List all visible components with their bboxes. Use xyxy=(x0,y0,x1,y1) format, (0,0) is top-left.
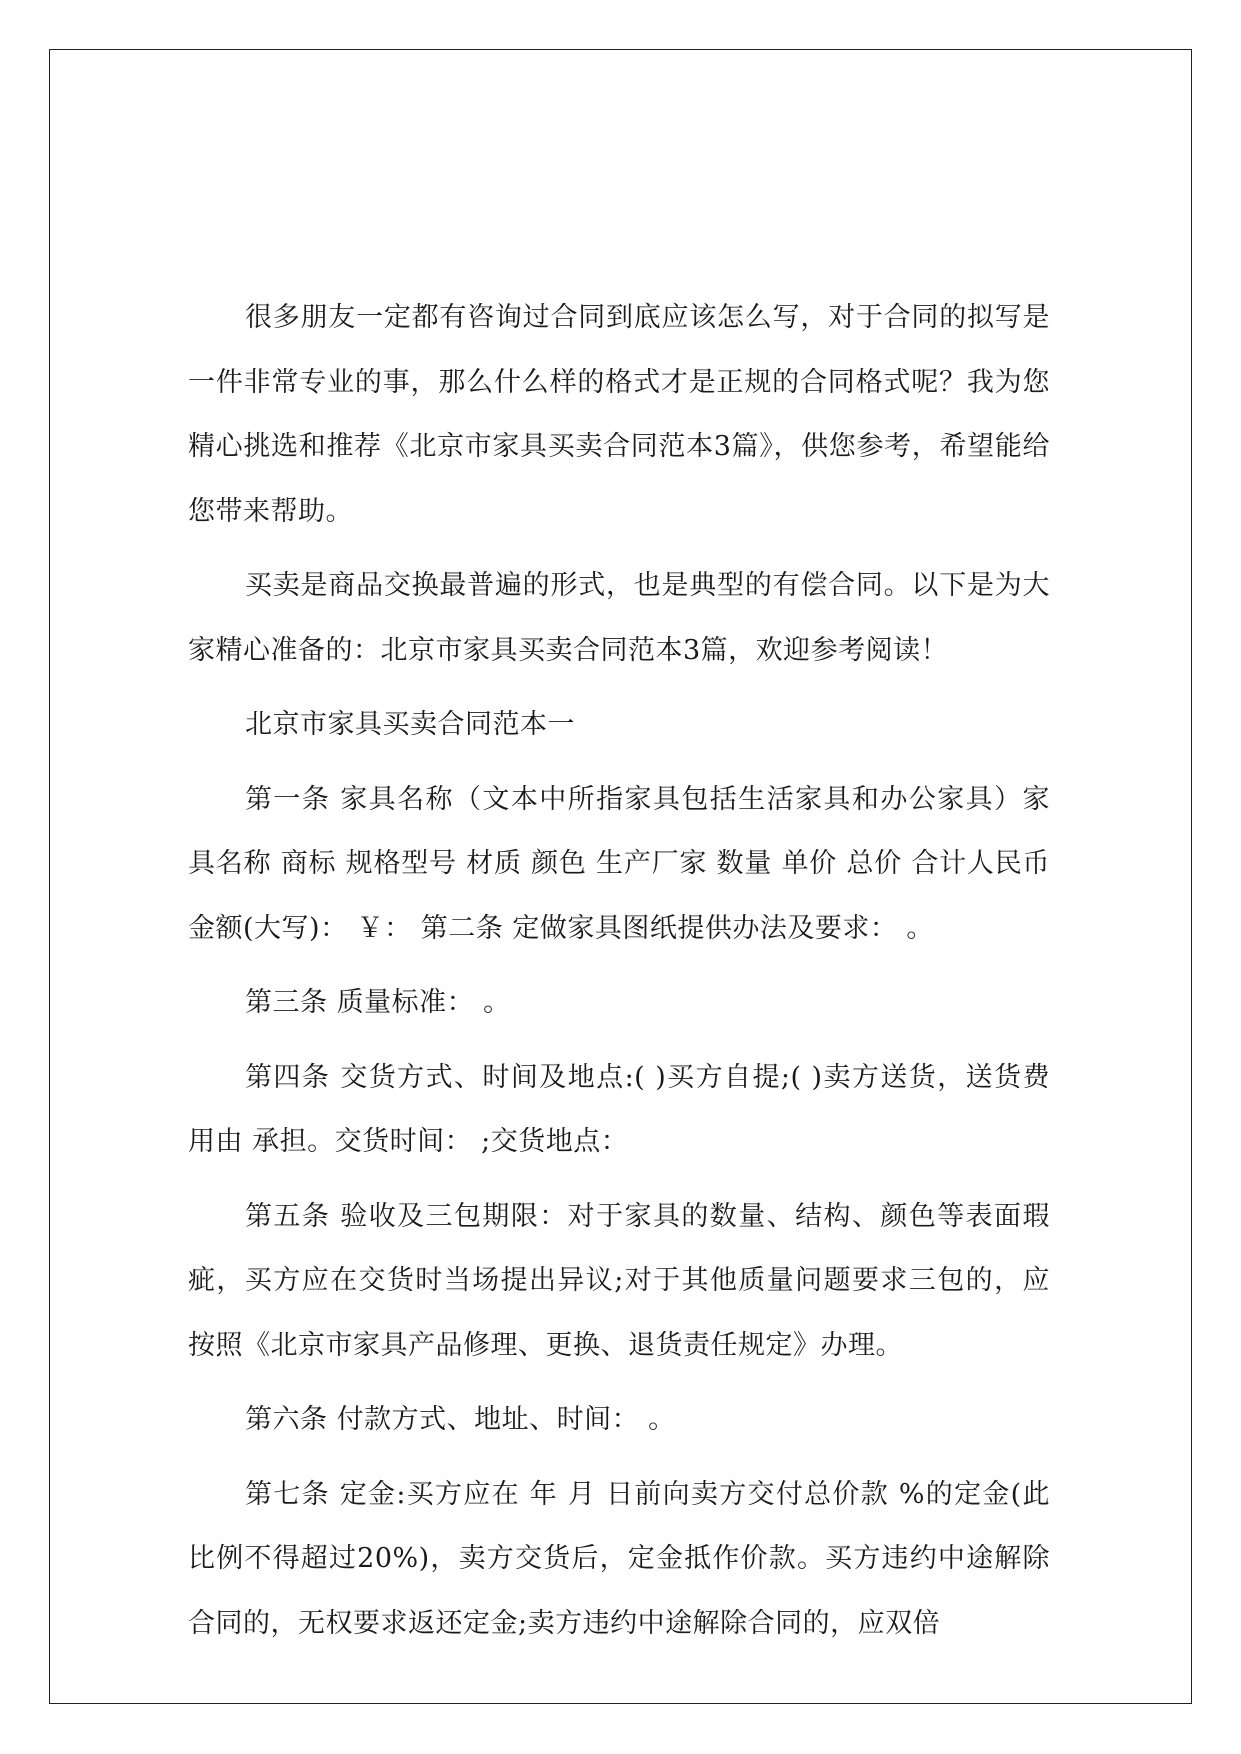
article-7: 第七条 定金:买方应在 年 月 日前向卖方交付总价款 %的定金(此比例不得超过20%)，卖方交货后，定金抵作价款。买方违约中途解除合同的，无权要求返还定金;卖方违约中途解除合同的，应双倍 xyxy=(188,1478,1050,1639)
article-4: 第四条 交货方式、时间及地点:( )买方自提;( )卖方送货，送货费用由 承担。交货时间： ;交货地点： xyxy=(188,1061,1050,1157)
article-6: 第六条 付款方式、地址、时间： 。 xyxy=(245,1404,676,1435)
document-body xyxy=(188,286,1050,1666)
article-5: 第五条 验收及三包期限：对于家具的数量、结构、颜色等表面瑕疵，买方应在交货时当场提出异议;对于其他质量问题要求三包的，应按照《北京市家具产品修理、更换、退货责任规定》办理。 xyxy=(188,1200,1050,1361)
contract-title: 北京市家具买卖合同范本一 xyxy=(245,709,575,740)
intro-paragraph: 很多朋友一定都有咨询过合同到底应该怎么写，对于合同的拟写是一件非常专业的事，那么什么样的格式才是正规的合同格式呢？我为您精心挑选和推荐《北京市家具买卖合同范本3篇》，供您参考，希望能给您带来帮助。 xyxy=(188,302,1050,527)
intro-paragraph-2: 买卖是商品交换最普遍的形式，也是典型的有偿合同。以下是为大家精心准备的：北京市家具买卖合同范本3篇，欢迎参考阅读！ xyxy=(188,570,1050,666)
article-3: 第三条 质量标准： 。 xyxy=(245,987,511,1018)
article-1: 第一条 家具名称（文本中所指家具包括生活家具和办公家具）家具名称 商标 规格型号 材质 颜色 生产厂家 数量 单价 总价 合计人民币金额(大写)： ￥： 第二条 定做家具图纸提供办法及要求： 。 xyxy=(188,783,1050,944)
